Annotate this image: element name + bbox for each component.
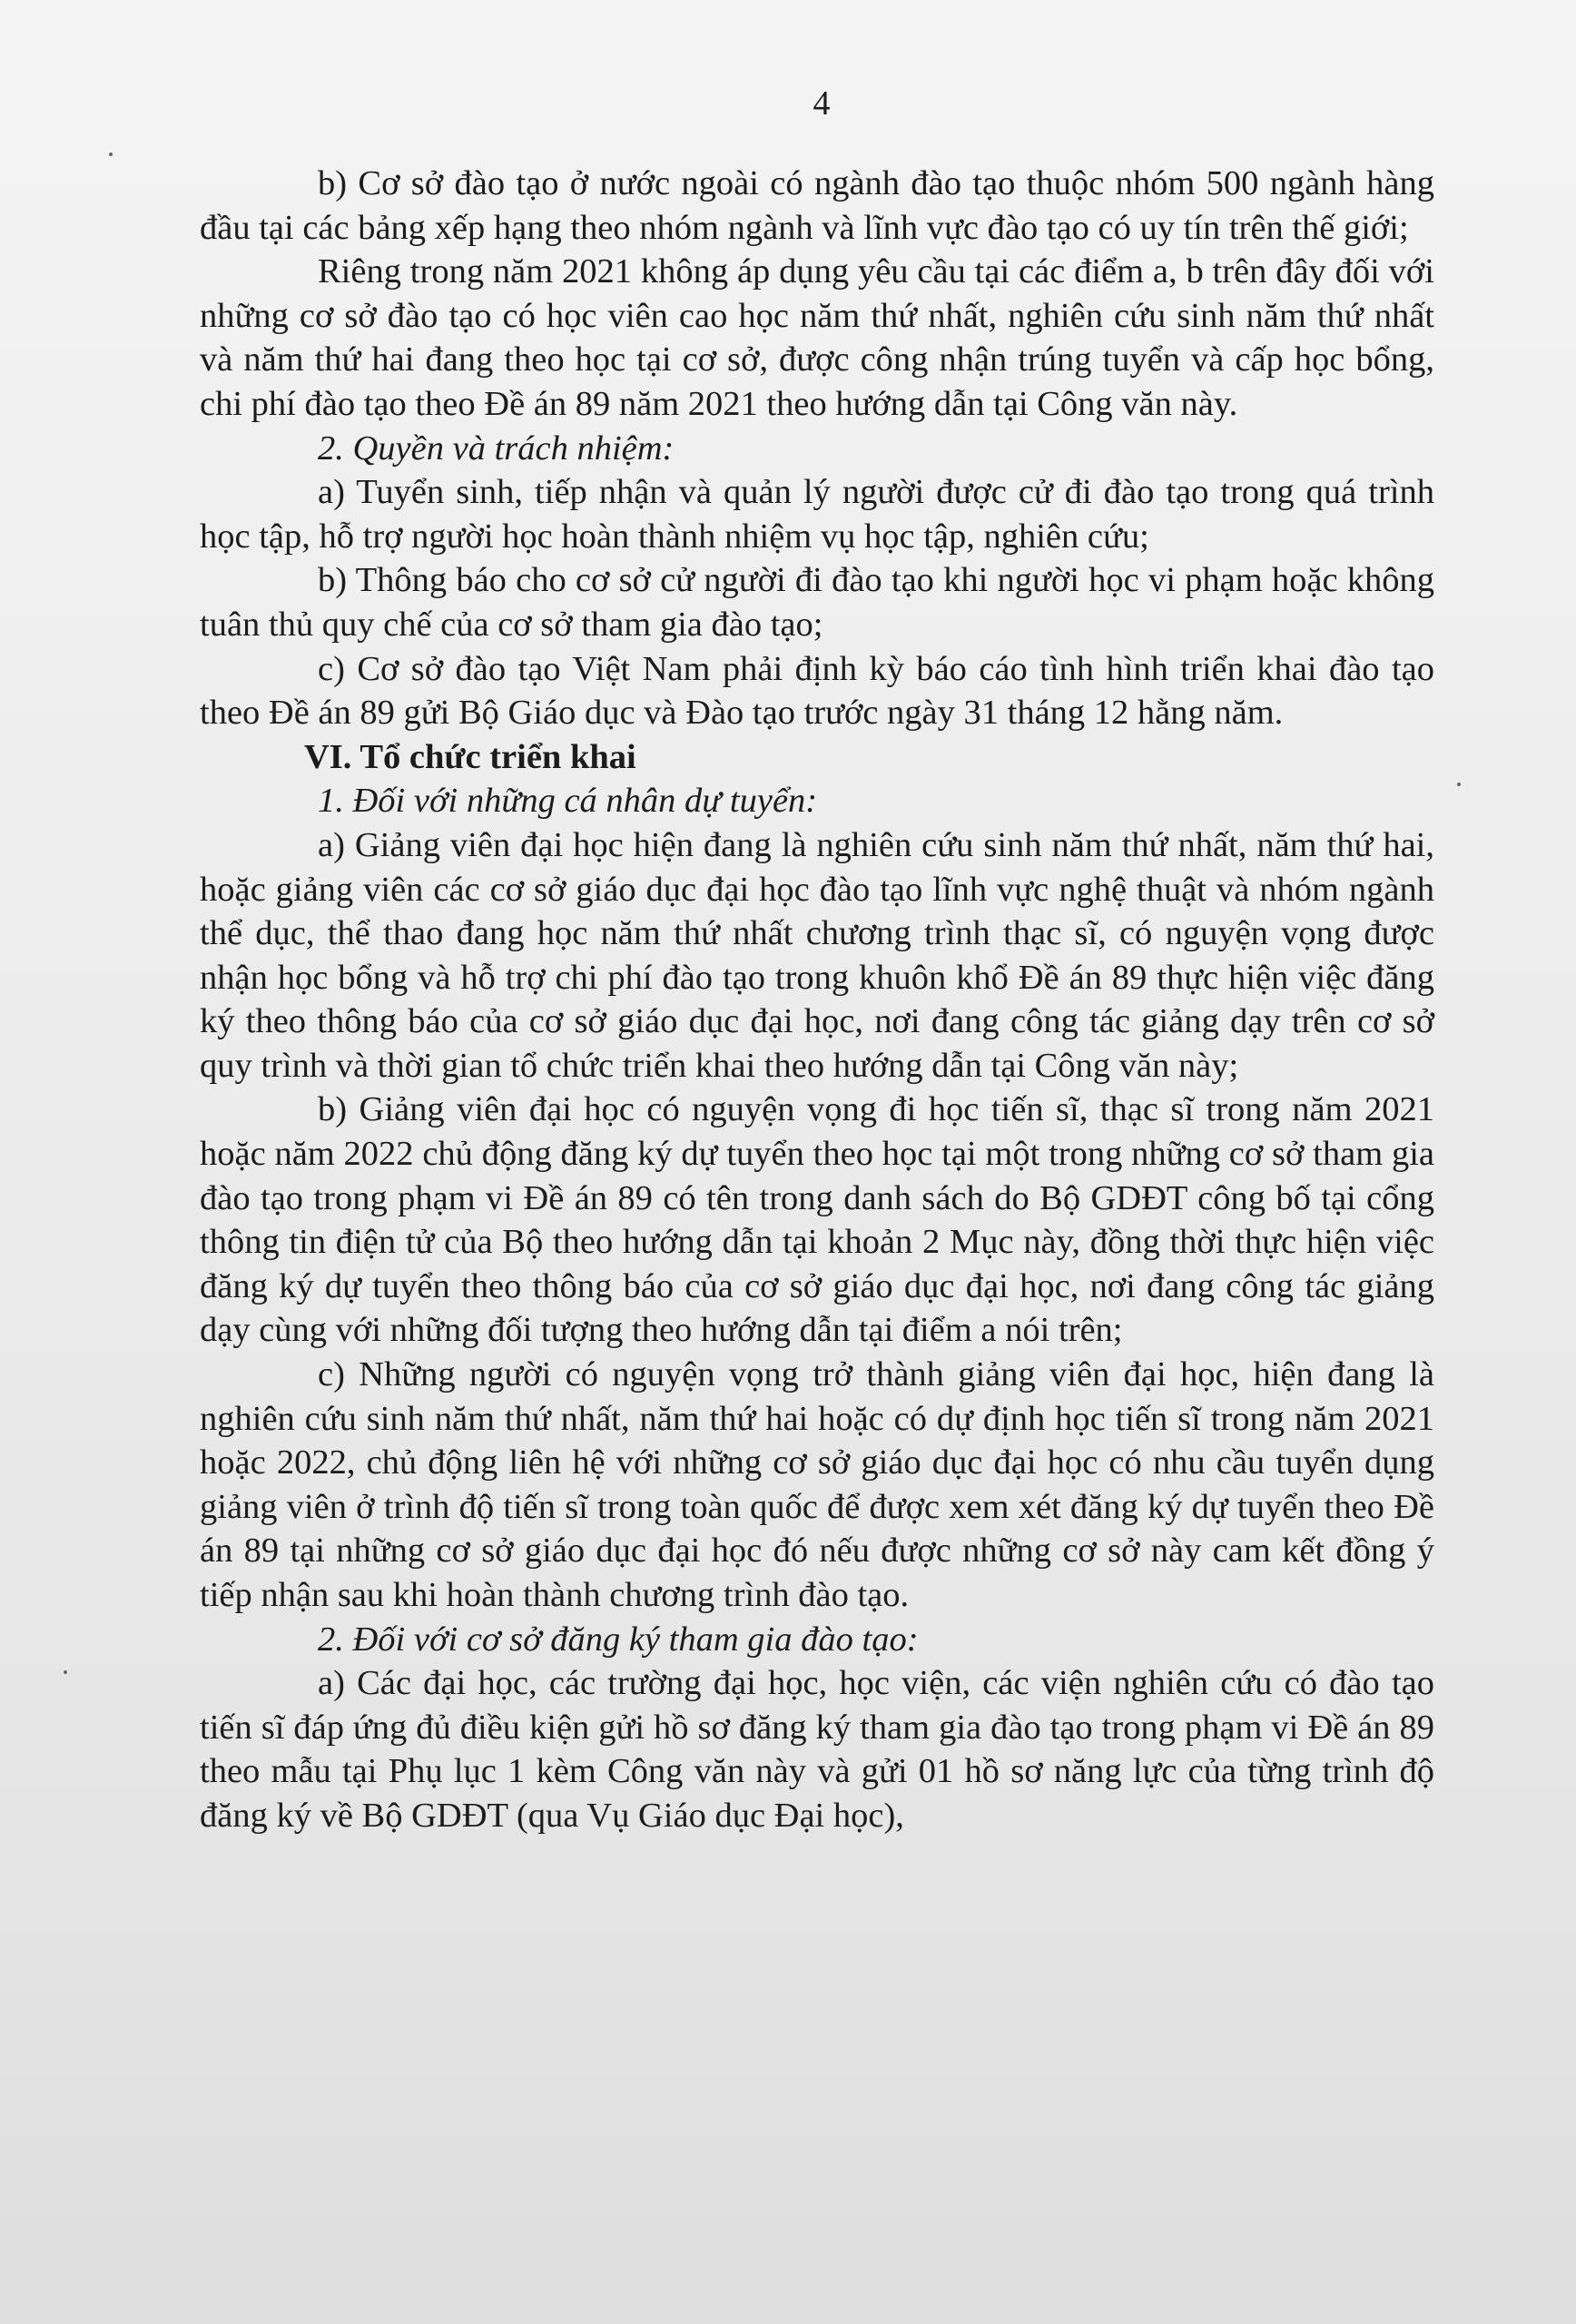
paragraph-institution-a: a) Các đại học, các trường đại học, học viện, các viện nghiên cứu có đào tạo tiến sĩ đáp ứng đủ điều kiện gửi hồ sơ đăng ký tham gia đào tạo trong phạm vi Đề án 89 theo mẫu tại Phụ lục 1 kèm Công văn này và gửi 01 hồ sơ năng lực của từng trình độ đăng ký về Bộ GDĐT (qua Vụ Giáo dục Đại học), xyxy=(200,1664,1434,1835)
page-number: 4 xyxy=(813,84,831,123)
heading-individual-applicants: 1. Đối với những cá nhân dự tuyển: xyxy=(318,782,818,821)
paragraph-foreign-institution: b) Cơ sở đào tạo ở nước ngoài có ngành đào tạo thuộc nhóm 500 ngành hàng đầu tại các bảng xếp hạng theo nhóm ngành và lĩnh vực đào tạo có uy tín trên thế giới; xyxy=(200,164,1434,247)
paragraph-applicant-a: a) Giảng viên đại học hiện đang là nghiên cứu sinh năm thứ nhất, năm thứ hai, hoặc giảng viên các cơ sở giáo dục đại học đào tạo lĩnh vực nghệ thuật và nhóm ngành thể dục, thể thao đang học năm thứ nhất chương trình thạc sĩ, có nguyện vọng được nhận học bổng và hỗ trợ chi phí đào tạo trong khuôn khổ Đề án 89 thực hiện việc đăng ký theo thông báo của cơ sở giáo dục đại học, nơi đang công tác giảng dạy trên cơ sở quy trình và thời gian tổ chức triển khai theo hướng dẫn tại Công văn này; xyxy=(200,825,1434,1085)
heading-training-institutions: 2. Đối với cơ sở đăng ký tham gia đào tạo: xyxy=(318,1620,919,1659)
paragraph-item-c-report: c) Cơ sở đào tạo Việt Nam phải định kỳ báo cáo tình hình triển khai đào tạo theo Đề án 89 gửi Bộ Giáo dục và Đào tạo trước ngày 31 tháng 12 hằng năm. xyxy=(200,649,1434,733)
paragraph-item-b-notify: b) Thông báo cho cơ sở cử người đi đào tạo khi người học vi phạm hoặc không tuân thủ quy chế của cơ sở tham gia đào tạo; xyxy=(200,561,1434,644)
paper-speck xyxy=(64,1670,67,1674)
section-heading-vi: VI. Tổ chức triển khai xyxy=(304,737,636,776)
paragraph-applicant-c: c) Những người có nguyện vọng trở thành giảng viên đại học, hiện đang là nghiên cứu sinh năm thứ nhất, năm thứ hai hoặc có dự định học tiến sĩ trong năm 2021 hoặc 2022, chủ động liên hệ với những cơ sở giáo dục đại học có nhu cầu tuyển dụng giảng viên ở trình độ tiến sĩ trong toàn quốc để được xem xét đăng ký dự tuyển theo Đề án 89 tại những cơ sở giáo dục đại học đó nếu được những cơ sở này cam kết đồng ý tiếp nhận sau khi hoàn thành chương trình đào tạo. xyxy=(200,1355,1434,1614)
paper-speck xyxy=(109,153,113,156)
paragraph-applicant-b: b) Giảng viên đại học có nguyện vọng đi học tiến sĩ, thạc sĩ trong năm 2021 hoặc năm 2022 chủ động đăng ký dự tuyển theo học tại một trong những cơ sở tham gia đào tạo trong phạm vi Đề án 89 có tên trong danh sách do Bộ GDĐT công bố tại cổng thông tin điện tử của Bộ theo hướng dẫn tại khoản 2 Mục này, đồng thời thực hiện việc đăng ký dự tuyển theo thông báo của cơ sở giáo dục đại học, nơi đang công tác giảng dạy cùng với những đối tượng theo hướng dẫn tại điểm a nói trên; xyxy=(200,1090,1434,1350)
heading-rights-responsibilities: 2. Quyền và trách nhiệm: xyxy=(318,428,675,468)
body-text xyxy=(200,162,1434,1838)
paragraph-exception-2021: Riêng trong năm 2021 không áp dụng yêu cầu tại các điểm a, b trên đây đối với những cơ sở đào tạo có học viên cao học năm thứ nhất, nghiên cứu sinh năm thứ nhất và năm thứ hai đang theo học tại cơ sở, được công nhận trúng tuyển và cấp học bổng, chi phí đào tạo theo Đề án 89 năm 2021 theo hướng dẫn tại Công văn này. xyxy=(200,252,1434,423)
paragraph-item-a-admission: a) Tuyển sinh, tiếp nhận và quản lý người được cử đi đào tạo trong quá trình học tập, hỗ trợ người học hoàn thành nhiệm vụ học tập, nghiên cứu; xyxy=(200,473,1434,556)
paper-speck xyxy=(1457,783,1461,786)
